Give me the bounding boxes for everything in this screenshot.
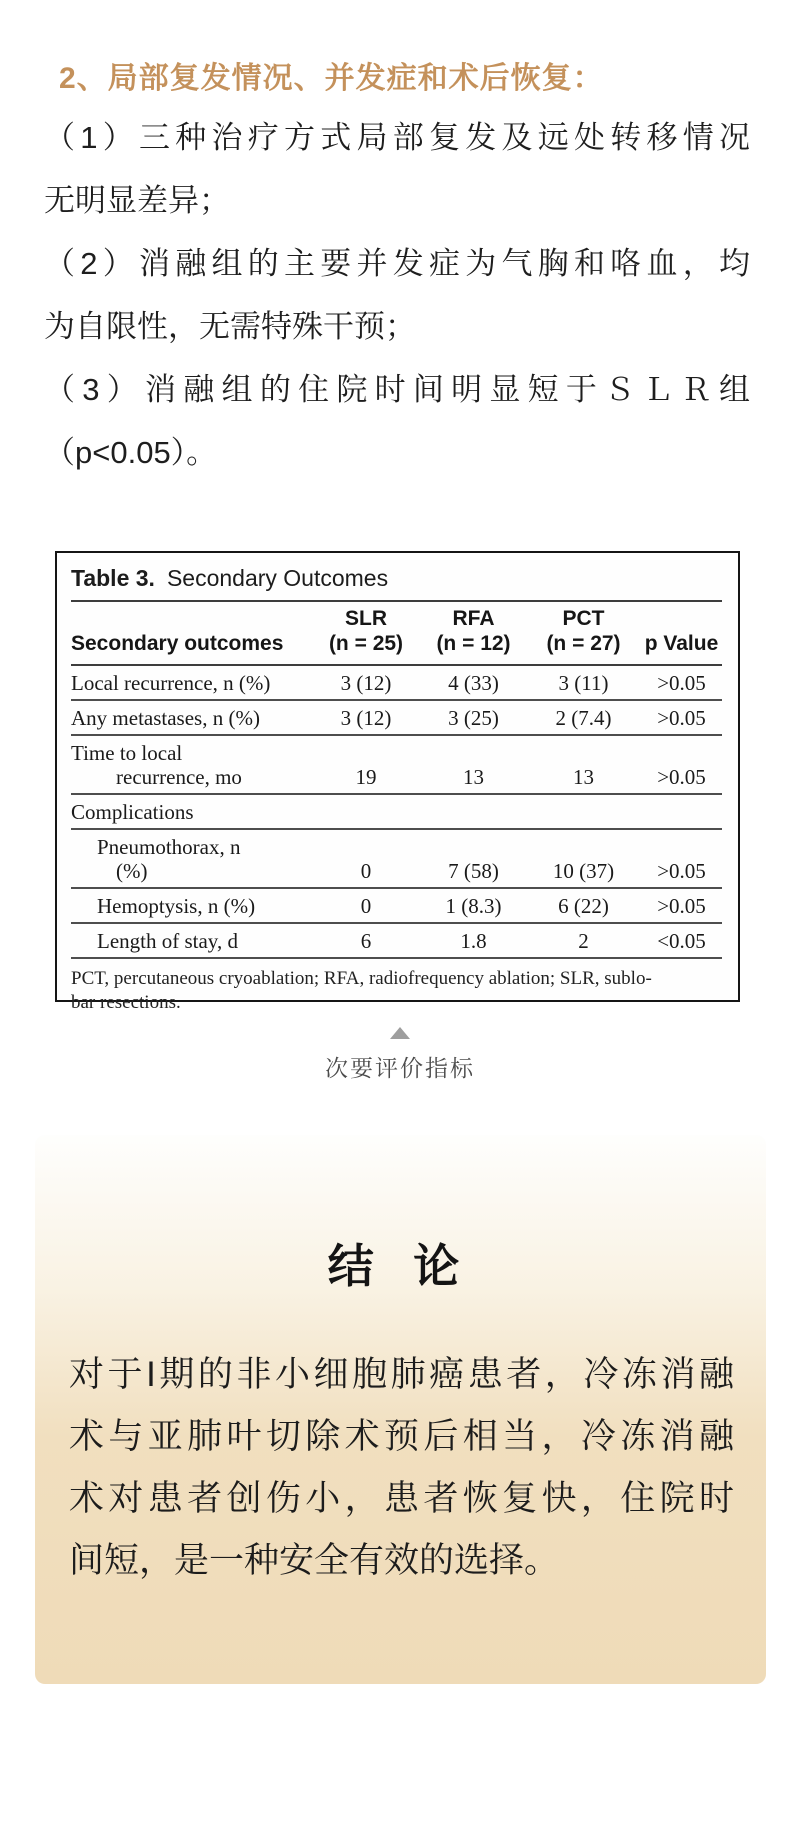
paragraph-line: （1）三种治疗方式局部复发及远处转移情况: [44, 120, 750, 155]
cell-slr: 0: [360, 894, 372, 918]
cell-p: >0.05: [657, 671, 706, 695]
table-row: [71, 701, 722, 736]
table-row: [71, 736, 722, 795]
table-row: [71, 924, 722, 959]
cell-rfa: 13: [463, 765, 484, 789]
conclusion-line: 术对患者创伤小，患者恢复快，住院时: [69, 1479, 734, 1518]
cell-rfa: 7 (58): [448, 859, 499, 883]
paragraph-line: （3）消融组的住院时间明显短于ＳＬＲ组: [44, 372, 750, 407]
header-n-slr: (n = 25): [328, 632, 404, 655]
header-spacer: [641, 606, 722, 631]
row-label: Any metastases, n (%): [71, 706, 260, 730]
cell-slr: 6: [360, 929, 372, 953]
header-group-slr: SLR: [345, 607, 387, 630]
paragraph-line: 为自限性，无需特殊干预；: [44, 309, 416, 344]
table-header-columns: [71, 631, 722, 657]
row-label: Pneumothorax, n: [97, 835, 241, 859]
conclusion-line: 对于I期的非小细胞肺癌患者，冷冻消融: [69, 1355, 734, 1394]
header-group-rfa: RFA: [452, 607, 495, 630]
table-title-text: Secondary Outcomes: [166, 565, 389, 591]
conclusion-line: 术与亚肺叶切除术预后相当，冷冻消融: [69, 1417, 734, 1456]
footnote-line: bar resections.: [71, 992, 181, 1013]
paragraph-line: （2）消融组的主要并发症为气胸和咯血，均: [44, 246, 750, 281]
row-label: Length of stay, d: [97, 929, 238, 953]
table-header-groups: [71, 606, 722, 631]
section-label: Complications: [71, 800, 194, 824]
header-n-rfa: (n = 12): [436, 632, 511, 655]
header-group-pct: PCT: [562, 607, 605, 630]
conclusion-body: [69, 1344, 734, 1592]
header-n-pct: (n = 27): [546, 632, 621, 655]
cell-pct: 3 (11): [558, 671, 609, 695]
table-title: [71, 561, 722, 602]
table-3-secondary-outcomes: [55, 551, 740, 1013]
cell-pct: 6 (22): [558, 894, 609, 918]
paragraph-line: （p<0.05）。: [44, 435, 218, 470]
conclusion-panel: [35, 1135, 766, 1684]
table-section-row: [71, 795, 722, 830]
cell-p: >0.05: [657, 706, 706, 730]
cell-p: <0.05: [657, 929, 706, 953]
header-spacer: [71, 606, 311, 631]
cell-rfa: 1.8: [460, 929, 487, 953]
header-label: Secondary outcomes: [71, 632, 284, 655]
cell-pct: 13: [573, 765, 594, 789]
footnote-line: PCT, percutaneous cryoablation; RFA, radiofrequency ablation; SLR, sublo-: [71, 968, 652, 989]
cell-p: >0.05: [657, 859, 706, 883]
cell-slr: 19: [355, 765, 377, 789]
cell-pct: 2: [578, 929, 589, 953]
paragraph-line: 无明显差异；: [44, 183, 230, 218]
cell-pct: 2 (7.4): [555, 706, 612, 730]
cell-rfa: 4 (33): [448, 671, 499, 695]
conclusion-line: 间短，是一种安全有效的选择。: [69, 1541, 560, 1580]
cell-p: >0.05: [657, 765, 706, 789]
paragraph-1: [44, 106, 750, 232]
table-footnote: [71, 959, 722, 1015]
cell-slr: 3 (12): [340, 706, 392, 730]
conclusion-title: 结 论: [327, 1241, 474, 1292]
triangle-up-icon: [390, 1027, 410, 1039]
header-p-value: p Value: [644, 632, 719, 655]
row-label-line2: recurrence, mo: [116, 765, 242, 789]
cell-p: >0.05: [657, 894, 706, 918]
section-heading: 2、局部复发情况、并发症和术后恢复：: [59, 62, 604, 95]
cell-pct: 10 (37): [552, 859, 615, 883]
row-label: Local recurrence, n (%): [71, 671, 271, 695]
table-number: Table 3.: [71, 565, 155, 591]
cell-rfa: 3 (25): [448, 706, 499, 730]
table-header: [71, 602, 722, 666]
paragraph-2: [44, 232, 750, 358]
intro-paragraphs: [44, 106, 750, 484]
table-row: [71, 889, 722, 924]
figure-caption: 次要评价指标: [325, 1055, 475, 1081]
paragraph-3: [44, 358, 750, 484]
cell-rfa: 1 (8.3): [445, 894, 502, 918]
table-row: [71, 830, 722, 889]
table-row: [71, 666, 722, 701]
cell-slr: 0: [360, 859, 372, 883]
row-label-line2: (%): [116, 859, 148, 883]
row-label: Hemoptysis, n (%): [97, 894, 256, 918]
row-label: Time to local: [71, 741, 183, 765]
cell-slr: 3 (12): [340, 671, 392, 695]
